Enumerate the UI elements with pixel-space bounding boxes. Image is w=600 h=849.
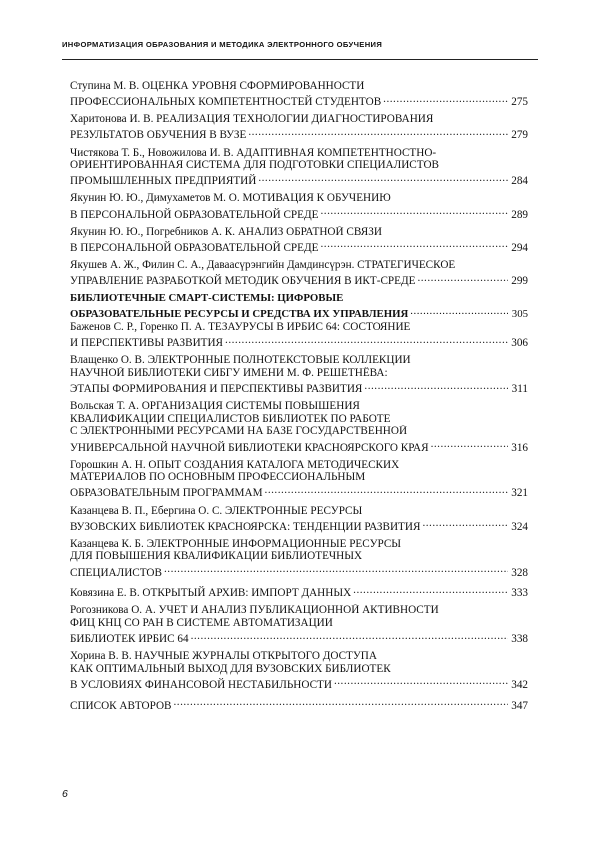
toc-entry-line: СПЕЦИАЛИСТОВ bbox=[70, 566, 162, 579]
toc-page-number: 306 bbox=[511, 337, 528, 350]
toc-page-number: 338 bbox=[511, 633, 528, 646]
toc-entry[interactable] bbox=[70, 113, 528, 142]
toc-entry[interactable] bbox=[70, 192, 528, 221]
toc-entry-line: БИБЛИОТЕЧНЫЕ СМАРТ-СИСТЕМЫ: ЦИФРОВЫЕ bbox=[70, 292, 344, 305]
toc-entry[interactable] bbox=[70, 459, 528, 500]
toc-entry-line: СПИСОК АВТОРОВ bbox=[70, 699, 172, 712]
toc-page-number: 333 bbox=[511, 587, 528, 600]
toc-entry-line: С ЭЛЕКТРОННЫМИ РЕСУРСАМИ НА БАЗЕ ГОСУДАРСТВЕННОЙ bbox=[70, 425, 408, 438]
toc-entry-line: ОБРАЗОВАТЕЛЬНЫМ ПРОГРАММАМ bbox=[70, 487, 263, 500]
toc-entry-line: ОРИЕНТИРОВАННАЯ СИСТЕМА ДЛЯ ПОДГОТОВКИ СПЕЦИАЛИСТОВ bbox=[70, 159, 439, 172]
toc-page-number: 311 bbox=[511, 383, 528, 396]
toc-entry[interactable] bbox=[70, 226, 528, 255]
toc-page-number: 294 bbox=[511, 241, 528, 254]
toc-entry-line: Ступина М. В. ОЦЕНКА УРОВНЯ СФОРМИРОВАННОСТИ bbox=[70, 80, 365, 92]
toc-entry-line: МАТЕРИАЛОВ ПО ОСНОВНЫМ ПРОФЕССИОНАЛЬНЫМ bbox=[70, 471, 366, 484]
dot-leader bbox=[265, 484, 508, 497]
toc-entry-line: И ПЕРСПЕКТИВЫ РАЗВИТИЯ bbox=[70, 337, 224, 350]
toc-page-number: 289 bbox=[511, 208, 528, 221]
toc-entry-line: В УСЛОВИЯХ ФИНАНСОВОЙ НЕСТАБИЛЬНОСТИ bbox=[70, 679, 332, 692]
toc-entry-line: НАУЧНОЙ БИБЛИОТЕКИ СИБГУ ИМЕНИ М. Ф. РЕШЕТНЁВА: bbox=[70, 366, 388, 379]
toc-entry-line: В ПЕРСОНАЛЬНОЙ ОБРАЗОВАТЕЛЬНОЙ СРЕДЕ bbox=[70, 241, 319, 254]
dot-leader bbox=[410, 305, 508, 318]
toc-entry[interactable] bbox=[70, 354, 528, 395]
page-number: 6 bbox=[62, 788, 68, 800]
dot-leader bbox=[164, 563, 508, 576]
toc-entry-line: Казанцева К. Б. ЭЛЕКТРОННЫЕ ИНФОРМАЦИОННЫЕ РЕСУРСЫ bbox=[70, 537, 402, 550]
toc-entry-line: Вольская Т. А. ОРГАНИЗАЦИЯ СИСТЕМЫ ПОВЫШЕНИЯ bbox=[70, 400, 360, 413]
dot-leader bbox=[334, 675, 508, 688]
toc-entry-line: КВАЛИФИКАЦИИ СПЕЦИАЛИСТОВ БИБЛИОТЕК ПО РАБОТЕ bbox=[70, 412, 391, 425]
dot-leader bbox=[422, 517, 508, 530]
dot-leader bbox=[417, 272, 508, 285]
toc-entry[interactable] bbox=[70, 696, 528, 712]
toc-entry-line: УПРАВЛЕНИЕ РАЗРАБОТКОЙ МЕТОДИК ОБУЧЕНИЯ В ИКТ-СРЕДЕ bbox=[70, 275, 416, 288]
dot-leader bbox=[258, 172, 508, 185]
toc-entry-line: Горошкин А. Н. ОПЫТ СОЗДАНИЯ КАТАЛОГА МЕТОДИЧЕСКИХ bbox=[70, 458, 400, 471]
toc-entry-line: ВУЗОВСКИХ БИБЛИОТЕК КРАСНОЯРСКА: ТЕНДЕНЦИИ РАЗВИТИЯ bbox=[70, 520, 421, 533]
toc-entry-line: БИБЛИОТЕК ИРБИС 64 bbox=[70, 633, 189, 646]
toc-entry-line: Якунин Ю. Ю., Погребников А. К. АНАЛИЗ ОБРАТНОЙ СВЯЗИ bbox=[70, 225, 382, 238]
running-header: ИНФОРМАТИЗАЦИЯ ОБРАЗОВАНИЯ И МЕТОДИКА ЭЛЕКТРОННОГО ОБУЧЕНИЯ bbox=[62, 40, 383, 49]
toc-section-heading[interactable] bbox=[70, 292, 528, 321]
toc-entry[interactable] bbox=[70, 650, 528, 691]
dot-leader bbox=[431, 438, 508, 451]
toc-entry-line: В ПЕРСОНАЛЬНОЙ ОБРАЗОВАТЕЛЬНОЙ СРЕДЕ bbox=[70, 208, 319, 221]
toc-entry-line: ЭТАПЫ ФОРМИРОВАНИЯ И ПЕРСПЕКТИВЫ РАЗВИТИЯ bbox=[70, 383, 363, 396]
toc-entry-line: КАК ОПТИМАЛЬНЫЙ ВЫХОД ДЛЯ ВУЗОВСКИХ БИБЛИОТЕК bbox=[70, 662, 391, 675]
toc-entry-line: Якунин Ю. Ю., Димухаметов М. О. МОТИВАЦИЯ К ОБУЧЕНИЮ bbox=[70, 192, 391, 205]
toc-entry-line: Влащенко О. В. ЭЛЕКТРОННЫЕ ПОЛНОТЕКСТОВЫЕ КОЛЛЕКЦИИ bbox=[70, 354, 411, 367]
toc-entry-line: Чистякова Т. Б., Новожилова И. В. АДАПТИВНАЯ КОМПЕТЕНТНОСТНО- bbox=[70, 146, 437, 159]
toc-entry-line: Харитонова И. В. РЕАЛИЗАЦИЯ ТЕХНОЛОГИИ ДИАГНОСТИРОВАНИЯ bbox=[70, 113, 434, 126]
toc-entry-line: РЕЗУЛЬТАТОВ ОБУЧЕНИЯ В ВУЗЕ bbox=[70, 129, 247, 142]
toc-page-number: 328 bbox=[511, 566, 528, 579]
toc-page-number: 284 bbox=[511, 175, 528, 188]
toc-page-number: 275 bbox=[511, 96, 528, 109]
dot-leader bbox=[320, 205, 508, 218]
toc-entry-line: Ковязина Е. В. ОТКРЫТЫЙ АРХИВ: ИМПОРТ ДАННЫХ bbox=[70, 587, 352, 600]
dot-leader bbox=[353, 584, 508, 597]
dot-leader bbox=[191, 630, 508, 643]
toc-entry[interactable] bbox=[70, 400, 528, 454]
toc-entry[interactable] bbox=[70, 505, 528, 534]
toc-entry-line: УНИВЕРСАЛЬНОЙ НАУЧНОЙ БИБЛИОТЕКИ КРАСНОЯРСКОГО КРАЯ bbox=[70, 441, 429, 454]
toc-entry[interactable] bbox=[70, 259, 528, 288]
toc-entry-line: Казанцева В. П., Ебергина О. С. ЭЛЕКТРОННЫЕ РЕСУРСЫ bbox=[70, 504, 363, 517]
toc-entry-line: Баженов С. Р., Горенко П. А. ТЕЗАУРУСЫ В ИРБИС 64: СОСТОЯНИЕ bbox=[70, 321, 411, 334]
dot-leader bbox=[383, 93, 508, 106]
toc-entry-line: Якушев А. Ж., Филин С. А., Даваасүрэнгийн Дамдинсүрэн. СТРАТЕГИЧЕСКОЕ bbox=[70, 259, 456, 271]
dot-leader bbox=[173, 696, 508, 709]
toc-entry-line: ДЛЯ ПОВЫШЕНИЯ КВАЛИФИКАЦИИ БИБЛИОТЕЧНЫХ bbox=[70, 550, 363, 563]
toc-page-number: 316 bbox=[511, 441, 528, 454]
toc-page-number: 342 bbox=[511, 679, 528, 692]
toc-entry-line: ПРОФЕССИОНАЛЬНЫХ КОМПЕТЕНТНОСТЕЙ СТУДЕНТОВ bbox=[70, 96, 382, 109]
toc-entry-line: Хорина В. В. НАУЧНЫЕ ЖУРНАЛЫ ОТКРЫТОГО ДОСТУПА bbox=[70, 650, 377, 663]
dot-leader bbox=[364, 380, 508, 393]
toc-entry-line: Рогозникова О. А. УЧЕТ И АНАЛИЗ ПУБЛИКАЦИОННОЙ АКТИВНОСТИ bbox=[70, 604, 439, 617]
toc-page-number: 279 bbox=[511, 129, 528, 142]
toc-page-number: 321 bbox=[511, 487, 528, 500]
dot-leader bbox=[320, 238, 508, 251]
toc-entry[interactable] bbox=[70, 538, 528, 579]
toc-entry[interactable] bbox=[70, 604, 528, 645]
table-of-contents bbox=[70, 80, 528, 717]
dot-leader bbox=[225, 334, 508, 347]
toc-entry-line: ОБРАЗОВАТЕЛЬНЫЕ РЕСУРСЫ И СРЕДСТВА ИХ УПРАВЛЕНИЯ bbox=[70, 308, 409, 321]
toc-entry[interactable] bbox=[70, 147, 528, 188]
toc-entry[interactable] bbox=[70, 80, 528, 109]
header-rule bbox=[62, 59, 538, 60]
toc-page-number: 299 bbox=[511, 275, 528, 288]
dot-leader bbox=[248, 126, 508, 139]
toc-page-number: 324 bbox=[511, 520, 528, 533]
toc-page-number: 305 bbox=[511, 308, 528, 321]
toc-entry[interactable] bbox=[70, 321, 528, 350]
toc-entry-line: ФИЦ КНЦ СО РАН В СИСТЕМЕ АВТОМАТИЗАЦИИ bbox=[70, 617, 333, 629]
toc-entry[interactable] bbox=[70, 584, 528, 600]
toc-entry-line: ПРОМЫШЛЕННЫХ ПРЕДПРИЯТИЙ bbox=[70, 175, 257, 188]
toc-page-number: 347 bbox=[511, 699, 528, 712]
